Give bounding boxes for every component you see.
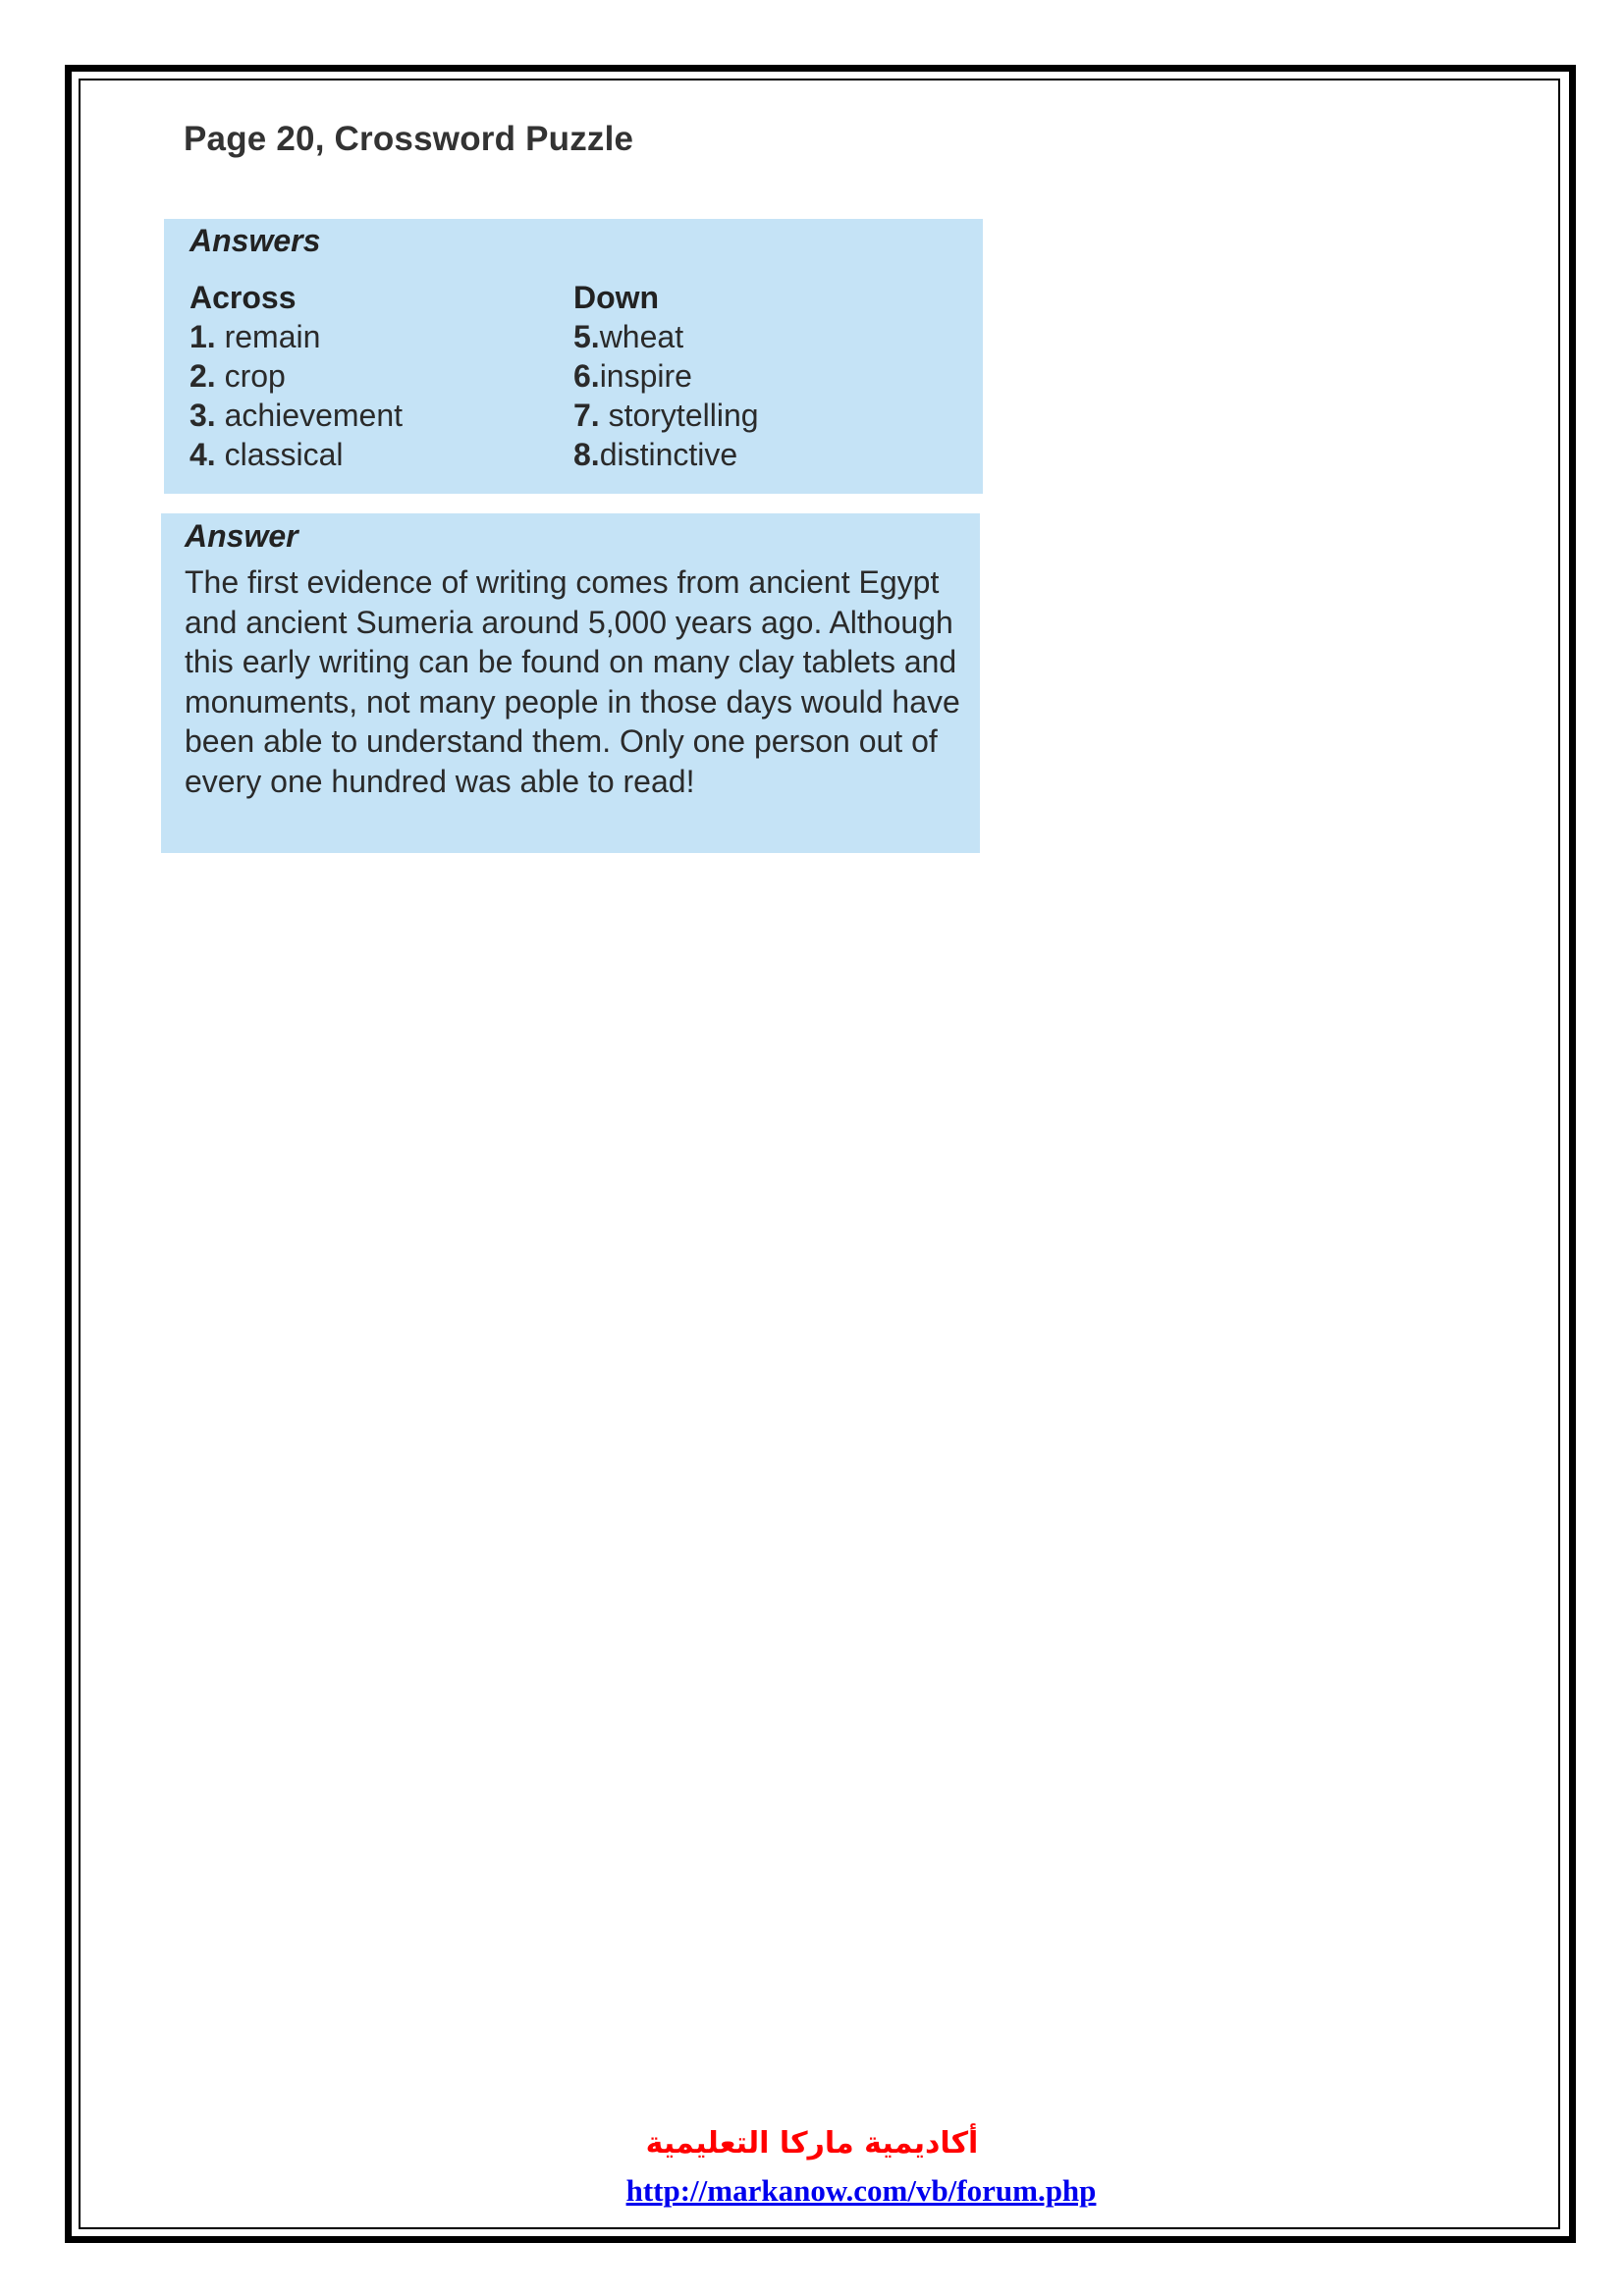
clue-word: wheat (599, 319, 684, 354)
answer-paragraph: The first evidence of writing comes from ancient Egypt and ancient Sumeria around 5,000 years ago. Although this early writing can be found on many clay tablets and monuments, not many people in those days would have been able to understand them. Only one person out of every one hundred was able to read! (185, 564, 960, 799)
footer-forum-link[interactable]: http://markanow.com/vb/forum.php (625, 2173, 1097, 2208)
across-clue-4 (189, 435, 403, 474)
down-column (573, 278, 759, 474)
answers-label: Answers (189, 223, 321, 258)
clue-number: 7. (573, 398, 600, 433)
down-clue-7 (573, 396, 759, 435)
clue-number: 3. (189, 398, 216, 433)
clue-number: 2. (189, 358, 216, 394)
page-title: Page 20, Crossword Puzzle (184, 120, 634, 158)
clue-word: classical (224, 437, 344, 472)
down-clue-5 (573, 317, 759, 356)
clue-word: remain (224, 319, 321, 354)
across-clue-3 (189, 396, 403, 435)
clue-word: distinctive (599, 437, 738, 472)
across-clue-2 (189, 356, 403, 396)
clue-word: crop (224, 358, 286, 394)
clue-word: storytelling (608, 398, 759, 433)
writing-answer-box (161, 513, 980, 853)
clue-word: achievement (224, 398, 404, 433)
answer-label: Answer (185, 518, 298, 554)
clue-number: 1. (189, 319, 216, 354)
across-column (189, 278, 403, 474)
clue-number: 5. (573, 319, 600, 354)
clue-number: 6. (573, 358, 600, 394)
clue-word: inspire (599, 358, 692, 394)
crossword-answers-box (164, 219, 983, 494)
across-heading: Across (189, 280, 297, 315)
clue-number: 8. (573, 437, 600, 472)
down-clue-8 (573, 435, 759, 474)
across-clue-1 (189, 317, 403, 356)
down-clue-6 (573, 356, 759, 396)
clue-number: 4. (189, 437, 216, 472)
footer-academy-name: أكاديمية ماركا التعليمية (645, 2126, 979, 2161)
down-heading: Down (573, 280, 660, 315)
